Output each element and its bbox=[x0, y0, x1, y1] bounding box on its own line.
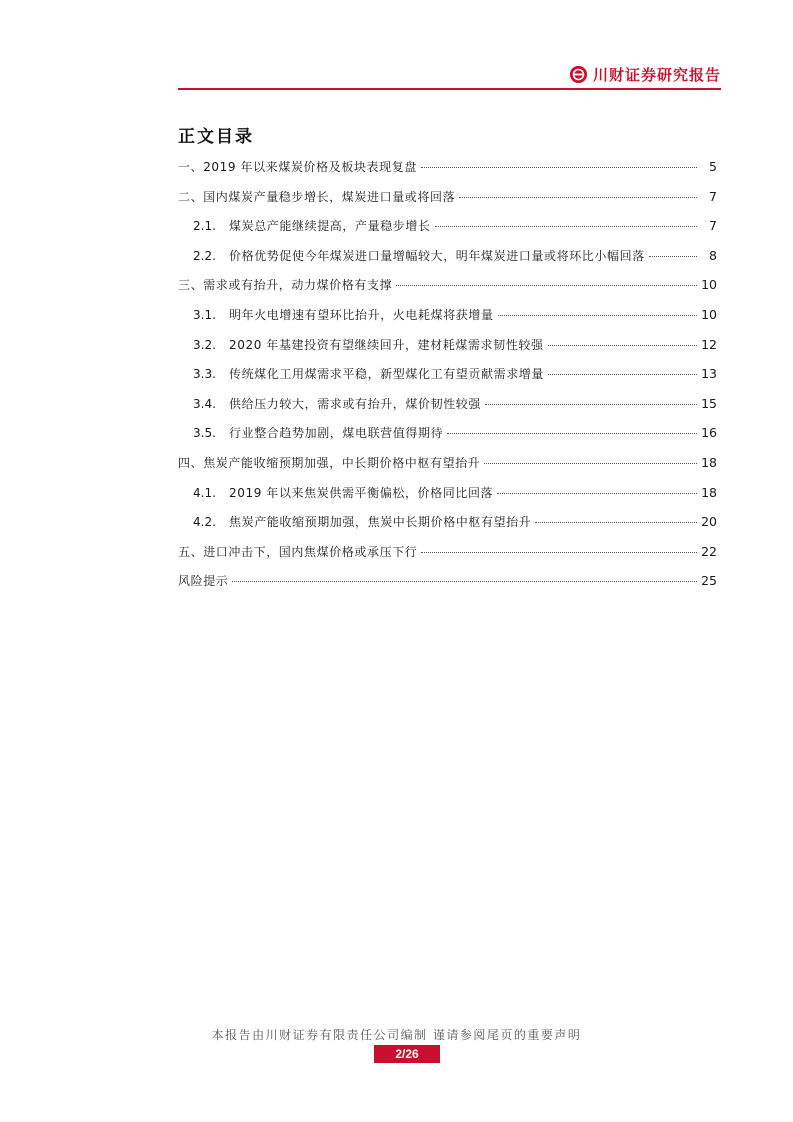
leader-dots bbox=[421, 552, 697, 553]
toc-entry-text: 明年火电增速有望环比抬升，火电耗煤将获增量 bbox=[229, 307, 494, 322]
leader-dots bbox=[548, 345, 697, 346]
leader-dots bbox=[232, 581, 697, 582]
toc-entry-page: 22 bbox=[701, 543, 717, 559]
brand-text: 川财证券研究报告 bbox=[592, 66, 721, 84]
leader-dots bbox=[498, 315, 697, 316]
toc-entry[interactable] bbox=[178, 241, 717, 271]
toc-entry-number: 3.3. bbox=[193, 367, 216, 382]
toc-entry-text: 五、进口冲击下，国内焦煤价格或承压下行 bbox=[178, 544, 418, 559]
toc-entry-page: 10 bbox=[701, 306, 717, 322]
toc-entry[interactable] bbox=[178, 389, 717, 419]
leader-dots bbox=[535, 522, 697, 523]
toc-entry-page: 12 bbox=[701, 336, 717, 352]
toc-entry-text: 三、需求或有抬升，动力煤价格有支撑 bbox=[178, 278, 393, 293]
toc-entry-text: 供给压力较大，需求或有抬升，煤价韧性较强 bbox=[229, 396, 482, 411]
page-number-badge: 2/26 bbox=[374, 1045, 440, 1063]
table-of-contents bbox=[178, 152, 717, 596]
toc-entry-text: 2019 年以来焦炭供需平衡偏松，价格同比回落 bbox=[229, 485, 494, 500]
toc-entry-text: 价格优势促使今年煤炭进口量增幅较大，明年煤炭进口量或将环比小幅回落 bbox=[229, 248, 645, 263]
toc-entry[interactable] bbox=[178, 566, 717, 596]
toc-entry[interactable] bbox=[178, 300, 717, 330]
toc-entry-text: 四、焦炭产能收缩预期加强，中长期价格中枢有望抬升 bbox=[178, 455, 481, 470]
toc-entry[interactable] bbox=[178, 211, 717, 241]
leader-dots bbox=[396, 285, 697, 286]
leader-dots bbox=[548, 374, 697, 375]
toc-entry[interactable] bbox=[178, 330, 717, 360]
toc-entry-page: 20 bbox=[701, 514, 717, 530]
leader-dots bbox=[459, 197, 697, 198]
toc-entry[interactable] bbox=[178, 152, 717, 182]
toc-entry-text: 煤炭总产能继续提高，产量稳步增长 bbox=[229, 219, 431, 234]
toc-entry-page: 18 bbox=[701, 484, 717, 500]
toc-entry[interactable] bbox=[178, 507, 717, 537]
page-header bbox=[178, 62, 721, 92]
toc-entry[interactable] bbox=[178, 270, 717, 300]
toc-entry[interactable] bbox=[178, 537, 717, 567]
toc-entry-text: 传统煤化工用煤需求平稳，新型煤化工有望贡献需求增量 bbox=[229, 367, 545, 382]
toc-entry-page: 13 bbox=[701, 366, 717, 382]
toc-entry-number: 3.2. bbox=[193, 337, 216, 352]
toc-entry-number: 4.1. bbox=[193, 485, 216, 500]
leader-dots bbox=[485, 404, 697, 405]
toc-entry-text: 一、2019 年以来煤炭价格及板块表现复盘 bbox=[178, 160, 417, 174]
chuancai-logo-icon bbox=[570, 66, 587, 83]
toc-entry[interactable] bbox=[178, 359, 717, 389]
toc-entry-page: 8 bbox=[709, 247, 717, 263]
leader-dots bbox=[484, 463, 697, 464]
toc-entry-text: 风险提示 bbox=[178, 574, 229, 589]
toc-entry-number: 4.2. bbox=[193, 515, 216, 530]
toc-entry-number: 2.1. bbox=[193, 219, 216, 234]
toc-entry[interactable] bbox=[178, 418, 717, 448]
toc-entry-text: 焦炭产能收缩预期加强，焦炭中长期价格中枢有望抬升 bbox=[229, 515, 532, 530]
brand bbox=[570, 64, 721, 85]
leader-dots bbox=[497, 493, 697, 494]
toc-entry-text: 行业整合趋势加剧，煤电联营值得期待 bbox=[229, 426, 444, 441]
toc-entry-number: 3.4. bbox=[193, 396, 216, 411]
toc-entry-page: 7 bbox=[709, 218, 717, 234]
header-rule bbox=[178, 88, 721, 90]
toc-entry-page: 7 bbox=[709, 188, 717, 204]
toc-entry-text: 二、国内煤炭产量稳步增长，煤炭进口量或将回落 bbox=[178, 189, 456, 204]
leader-dots bbox=[421, 167, 697, 168]
toc-entry-number: 3.5. bbox=[193, 426, 216, 441]
toc-entry-text: 2020 年基建投资有望继续回升，建材耗煤需求韧性较强 bbox=[229, 337, 544, 352]
toc-title: 正文目录 bbox=[178, 127, 254, 147]
toc-entry-page: 25 bbox=[701, 573, 717, 589]
toc-entry-page: 18 bbox=[701, 454, 717, 470]
disclaimer-note: 本报告由川财证券有限责任公司编制 谨请参阅尾页的重要声明 bbox=[211, 1028, 582, 1042]
toc-entry-page: 5 bbox=[709, 159, 717, 174]
toc-entry[interactable] bbox=[178, 448, 717, 478]
toc-entry[interactable] bbox=[178, 182, 717, 212]
toc-entry-page: 15 bbox=[701, 395, 717, 411]
toc-entry-page: 10 bbox=[701, 277, 717, 293]
leader-dots bbox=[435, 226, 697, 227]
toc-entry-number: 3.1. bbox=[193, 307, 216, 322]
toc-entry[interactable] bbox=[178, 478, 717, 508]
leader-dots bbox=[447, 433, 697, 434]
leader-dots bbox=[649, 256, 697, 257]
toc-entry-number: 2.2. bbox=[193, 248, 216, 263]
toc-entry-page: 16 bbox=[701, 425, 717, 441]
